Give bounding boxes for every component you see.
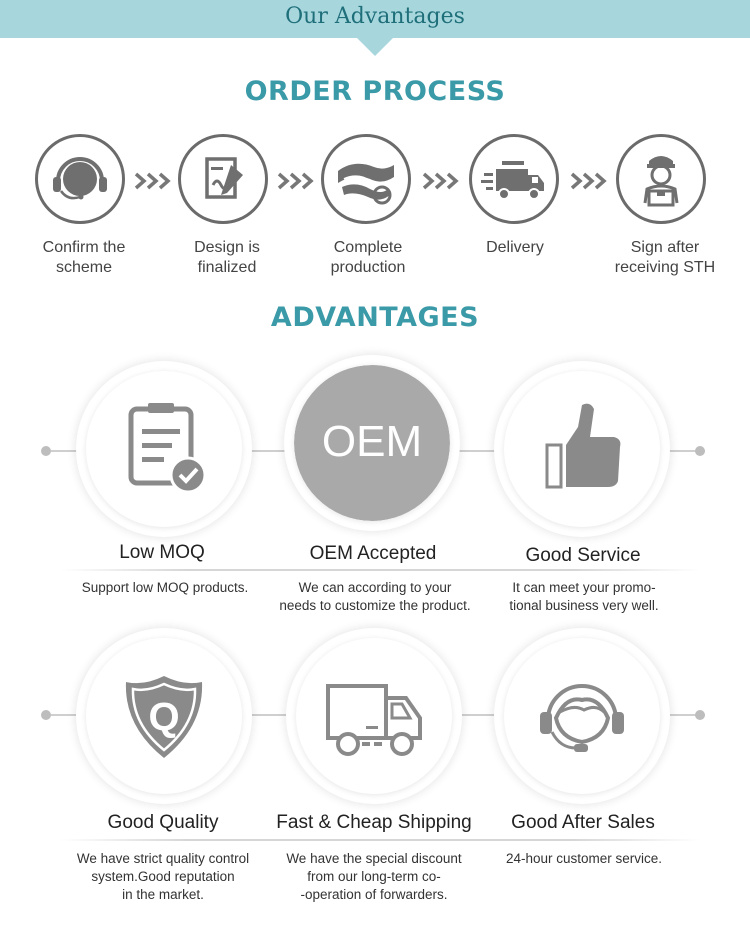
advantage-description: We have strict quality control system.Good reputation in the market. [76, 851, 250, 902]
advantage-after-sales-circle [494, 628, 670, 804]
chevron-arrows-icon [570, 171, 614, 191]
row-end-dot [695, 446, 705, 456]
step-confirm-scheme [35, 134, 125, 224]
chevron-arrows-icon [422, 171, 466, 191]
row-end-dot [695, 710, 705, 720]
advantage-shipping-circle [286, 628, 462, 804]
chevron-arrows-icon [277, 171, 321, 191]
advantages-title: ADVANTAGES [270, 302, 480, 333]
step-design-finalized [178, 134, 268, 224]
courier-person-icon [619, 137, 703, 221]
advantage-description: It can meet your promo- tional business very well. [509, 580, 659, 613]
banner-title: Our Advantages [285, 4, 465, 29]
document-signing-icon [181, 137, 265, 221]
fabric-roll-icon [324, 137, 408, 221]
step-label: Sign after receiving STH [614, 239, 716, 276]
advantage-title: Fast & Cheap Shipping [276, 812, 472, 833]
row-separator [60, 839, 700, 841]
advantage-good-quality-circle [76, 628, 252, 804]
advantage-description: Support low MOQ products. [81, 580, 249, 595]
row-end-dot [41, 710, 51, 720]
step-sign-after-receiving [616, 134, 706, 224]
step-complete-production [321, 134, 411, 224]
quality-shield-icon [86, 638, 242, 794]
advantage-description: 24-hour customer service. [505, 851, 663, 866]
delivery-truck-icon [472, 137, 556, 221]
thumbs-up-icon [504, 371, 660, 527]
row-separator [60, 569, 700, 571]
clipboard-check-icon [86, 371, 242, 527]
advantage-title: Low MOQ [119, 542, 205, 563]
step-label: Confirm the scheme [42, 239, 126, 276]
advantage-title: Good Service [525, 545, 641, 566]
step-label: Delivery [486, 239, 544, 256]
advantage-description: We have the special discount from our long-term co- -operation of forwarders. [286, 851, 462, 902]
quality-shield-letter: Q [148, 695, 180, 739]
advantage-title: Good Quality [107, 812, 219, 833]
banner-pointer [357, 38, 393, 56]
oem-badge-text: OEM [321, 417, 423, 466]
truck-outline-icon [296, 638, 452, 794]
headset-support-icon [504, 638, 660, 794]
step-label: Design is finalized [194, 239, 260, 276]
advantage-description: We can according to your needs to customize the product. [279, 580, 471, 613]
step-delivery [469, 134, 559, 224]
advantage-oem-circle [284, 355, 460, 531]
chevron-arrows-icon [134, 171, 178, 191]
headset-icon [38, 137, 122, 221]
order-process-title: ORDER PROCESS [244, 76, 506, 107]
advantage-title: OEM Accepted [309, 543, 437, 564]
advantage-low-moq-circle [76, 361, 252, 537]
row-end-dot [41, 446, 51, 456]
advantage-title: Good After Sales [511, 812, 655, 833]
advantage-good-service-circle [494, 361, 670, 537]
step-label: Complete production [330, 239, 406, 276]
